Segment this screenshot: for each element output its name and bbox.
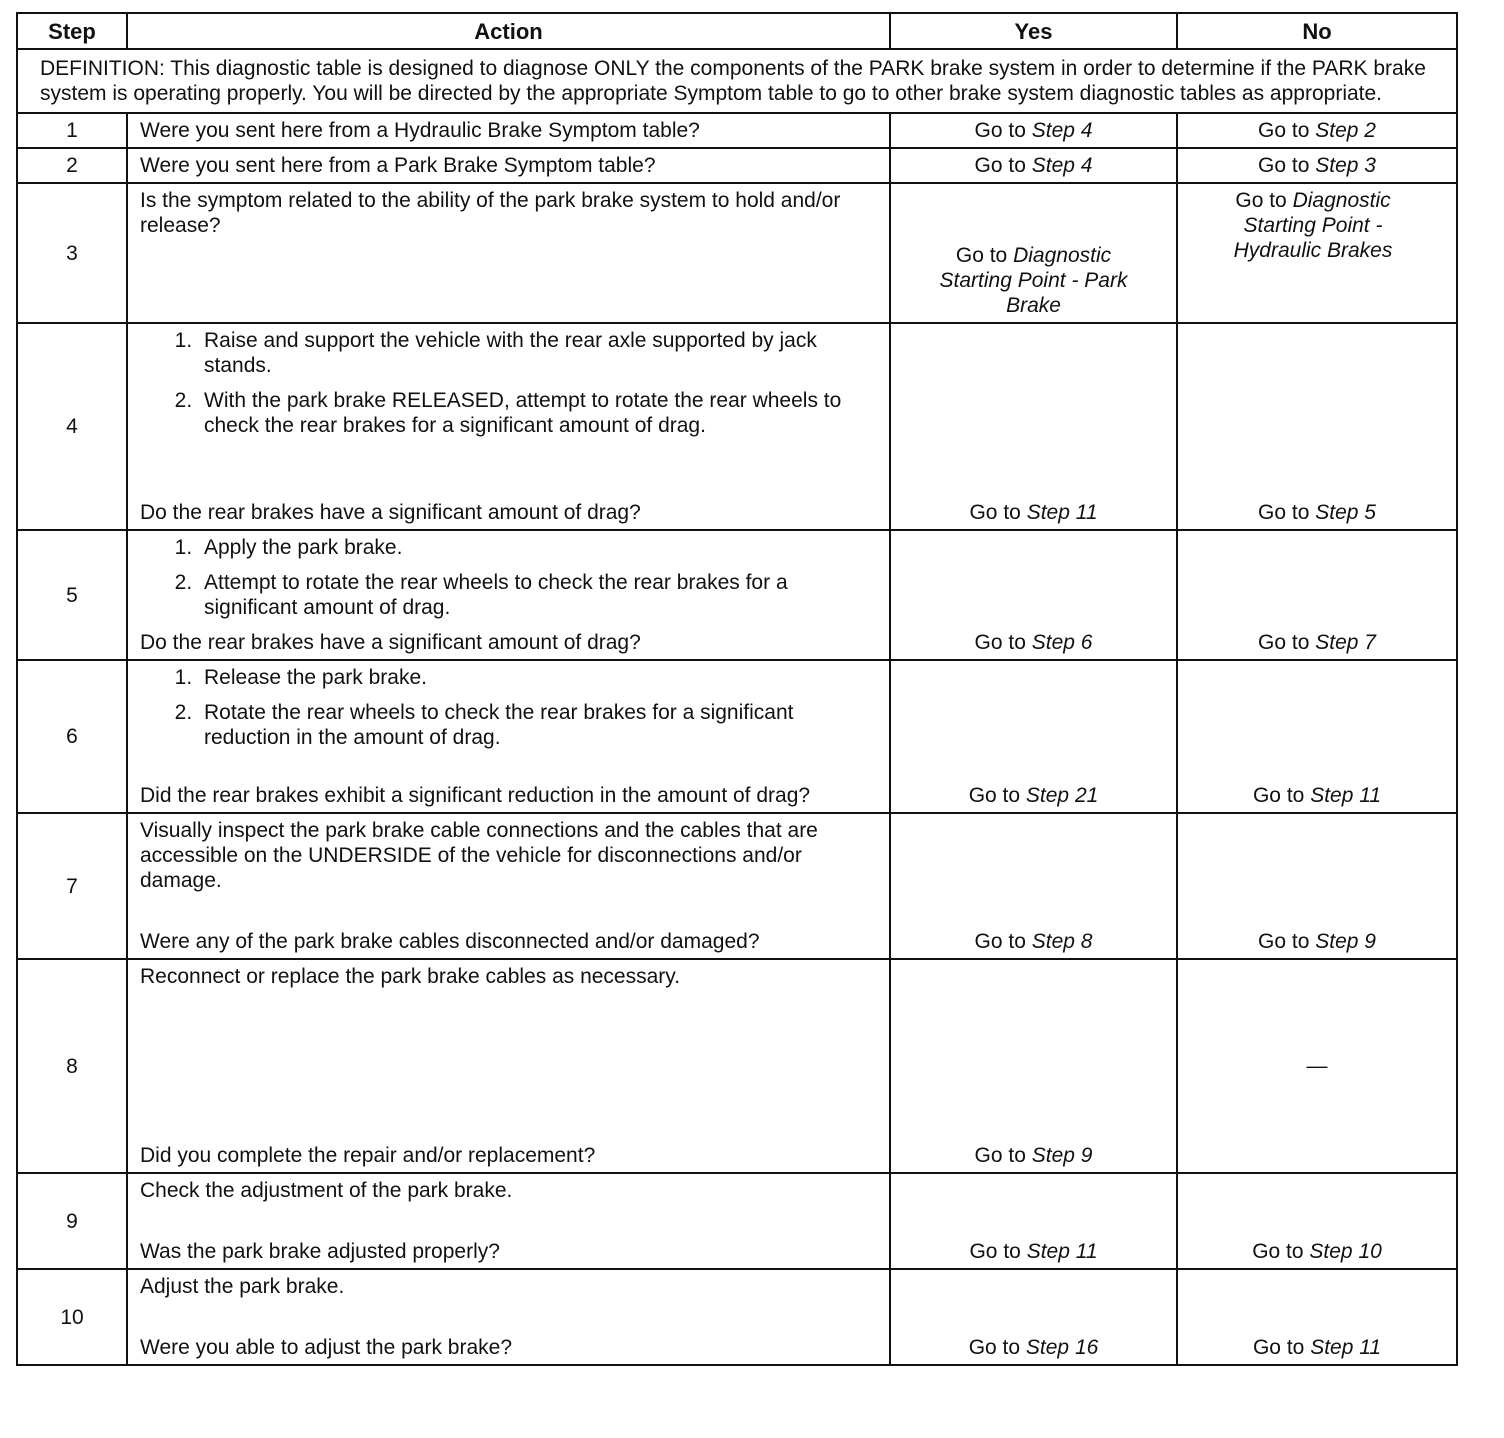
step-number: 1	[17, 113, 127, 148]
question-text: Were you able to adjust the park brake?	[140, 1336, 513, 1359]
question-text: Did the rear brakes exhibit a significant reduction in the amount of drag?	[140, 784, 811, 807]
action-text: Reconnect or replace the park brake cables as necessary.	[140, 965, 681, 988]
table-row	[17, 1173, 1457, 1269]
yes-cell: Go to Step 11	[890, 1173, 1177, 1269]
no-cell: Go to Step 11	[1177, 1269, 1457, 1365]
header-step: Step	[17, 13, 127, 49]
action-steps	[140, 535, 879, 620]
no-target: Step 10	[1309, 1240, 1382, 1263]
no-target: Step 5	[1315, 501, 1376, 524]
list-item: 2. Attempt to rotate the rear wheels to check the rear brakes for a significant amount of drag.	[198, 570, 879, 620]
no-cell: Go to Step 7	[1177, 530, 1457, 660]
list-item: 2. Rotate the rear wheels to check the rear brakes for a significant reduction in the amount of drag.	[198, 700, 879, 750]
yes-target: Diagnostic Starting Point - Park Brake	[939, 244, 1128, 317]
action-text: Visually inspect the park brake cable connections and the cables that are accessible on the UNDERSIDE of the vehicle for disconnections and/or damage.	[140, 819, 818, 892]
diagnostic-table-page	[16, 12, 1456, 1366]
table-row	[17, 660, 1457, 813]
table-row	[17, 959, 1457, 1173]
action-text: Check the adjustment of the park brake.	[140, 1179, 513, 1202]
yes-cell: Go to Diagnostic Starting Point - Park Brake	[890, 183, 1177, 323]
table-row	[17, 1269, 1457, 1365]
yes-target: Step 11	[1026, 501, 1098, 524]
header-row	[17, 13, 1457, 49]
diagnostic-table	[16, 12, 1458, 1366]
no-cell: Go to Diagnostic Starting Point - Hydraulic Brakes	[1177, 183, 1457, 323]
table-row	[17, 113, 1457, 148]
no-target: Step 9	[1315, 930, 1376, 953]
table-row	[17, 813, 1457, 959]
yes-target: Step 6	[1031, 631, 1093, 654]
table-row	[17, 323, 1457, 530]
no-target: Step 11	[1310, 784, 1382, 807]
yes-cell: Go to Step 11	[890, 323, 1177, 530]
action-steps	[140, 328, 879, 438]
no-dash: —	[1306, 1054, 1328, 1078]
step-number: 7	[17, 813, 127, 959]
no-cell: Go to Step 10	[1177, 1173, 1457, 1269]
table-row	[17, 530, 1457, 660]
yes-target: Step 21	[1025, 784, 1099, 807]
yes-target: Step 4	[1031, 154, 1093, 177]
action-text: Adjust the park brake.	[140, 1275, 345, 1298]
step-number: 4	[17, 323, 127, 530]
no-cell: Go to Step 3	[1177, 148, 1457, 183]
header-no: No	[1177, 13, 1457, 49]
table-row	[17, 183, 1457, 323]
header-action: Action	[127, 13, 890, 49]
yes-target: Step 4	[1031, 119, 1093, 142]
step-number: 2	[17, 148, 127, 183]
action-cell	[127, 959, 890, 1173]
yes-cell: Go to Step 21	[890, 660, 1177, 813]
definition-row	[17, 49, 1457, 113]
yes-cell: Go to Step 16	[890, 1269, 1177, 1365]
yes-cell: Go to Step 4	[890, 148, 1177, 183]
step-number: 6	[17, 660, 127, 813]
action-text: Is the symptom related to the ability of the park brake system to hold and/or release?	[127, 183, 890, 323]
yes-target: Step 11	[1026, 1240, 1098, 1263]
no-cell: Go to Step 2	[1177, 113, 1457, 148]
no-target: Diagnostic Starting Point - Hydraulic Brakes	[1233, 189, 1393, 262]
action-cell	[127, 530, 890, 660]
no-target: Step 11	[1310, 1336, 1382, 1359]
step-number: 3	[17, 183, 127, 323]
step-number: 5	[17, 530, 127, 660]
action-text: Were you sent here from a Park Brake Symptom table?	[127, 148, 890, 183]
no-target: Step 2	[1315, 119, 1376, 142]
list-item: 2. With the park brake RELEASED, attempt to rotate the rear wheels to check the rear brakes for a significant amount of drag.	[198, 388, 879, 438]
question-text: Was the park brake adjusted properly?	[140, 1240, 500, 1263]
no-cell: Go to Step 11	[1177, 660, 1457, 813]
yes-cell: Go to Step 9	[890, 959, 1177, 1173]
action-cell	[127, 660, 890, 813]
question-text: Do the rear brakes have a significant amount of drag?	[140, 501, 641, 524]
table-row	[17, 148, 1457, 183]
step-number: 10	[17, 1269, 127, 1365]
no-target: Step 7	[1315, 631, 1376, 654]
action-text: Were you sent here from a Hydraulic Brake Symptom table?	[127, 113, 890, 148]
yes-cell: Go to Step 4	[890, 113, 1177, 148]
action-cell	[127, 1269, 890, 1365]
question-text: Were any of the park brake cables disconnected and/or damaged?	[140, 930, 760, 953]
action-cell	[127, 323, 890, 530]
yes-cell: Go to Step 6	[890, 530, 1177, 660]
list-item: 1. Apply the park brake.	[198, 535, 879, 560]
no-cell	[1177, 959, 1457, 1173]
action-cell	[127, 1173, 890, 1269]
definition-text: DEFINITION: This diagnostic table is designed to diagnose ONLY the components of the PARK brake system in order to determine if the PARK brake system is operating properly. You will be directed by the appropriate Symptom table to go to other brake system diagnostic tables as appropriate.	[17, 49, 1457, 113]
action-cell	[127, 813, 890, 959]
no-cell: Go to Step 9	[1177, 813, 1457, 959]
header-yes: Yes	[890, 13, 1177, 49]
no-target: Step 3	[1315, 154, 1376, 177]
yes-cell: Go to Step 8	[890, 813, 1177, 959]
action-steps	[140, 665, 879, 750]
list-item: 1. Raise and support the vehicle with the rear axle supported by jack stands.	[198, 328, 879, 378]
yes-target: Step 8	[1031, 930, 1093, 953]
step-number: 9	[17, 1173, 127, 1269]
question-text: Do the rear brakes have a significant amount of drag?	[140, 631, 641, 654]
yes-target: Step 9	[1031, 1144, 1093, 1167]
yes-target: Step 16	[1025, 1336, 1099, 1359]
list-item: 1. Release the park brake.	[198, 665, 879, 690]
step-number: 8	[17, 959, 127, 1173]
question-text: Did you complete the repair and/or replacement?	[140, 1144, 596, 1167]
no-cell: Go to Step 5	[1177, 323, 1457, 530]
